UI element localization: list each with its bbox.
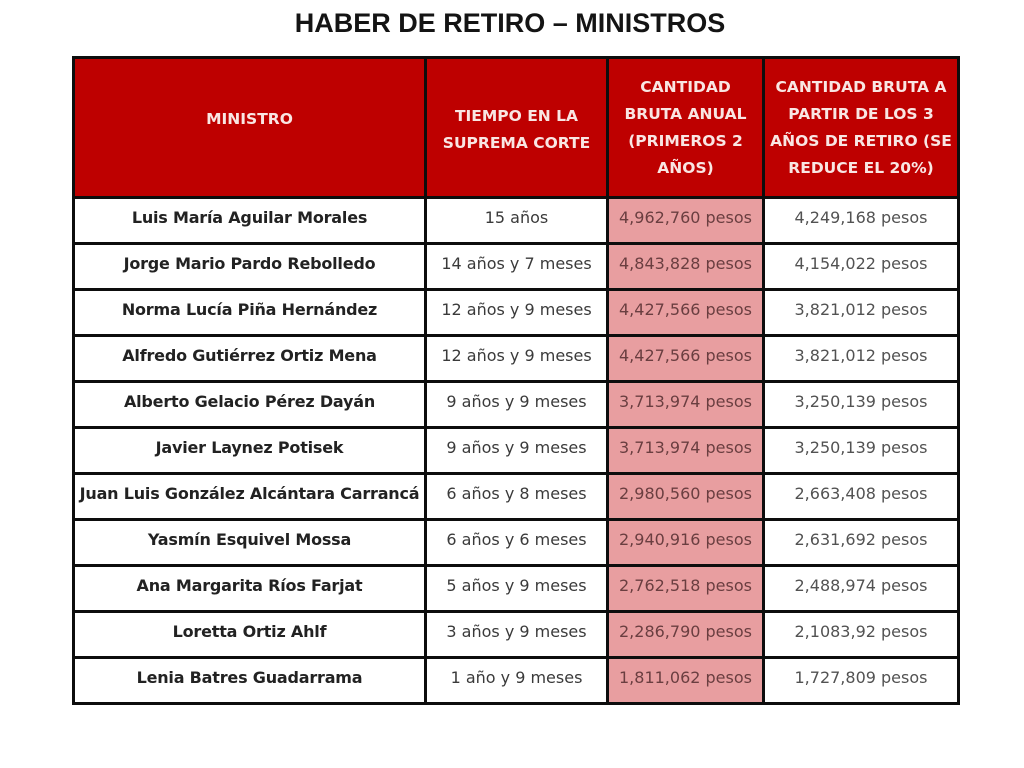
- ministro-name: Loretta Ortiz Ahlf: [74, 612, 426, 658]
- tiempo-value: 9 años y 9 meses: [426, 428, 608, 474]
- ministro-name: Javier Laynez Potisek: [74, 428, 426, 474]
- column-header-ministro: MINISTRO: [74, 58, 426, 198]
- ministro-name: Lenia Batres Guadarrama: [74, 658, 426, 704]
- cantidad-anual-value: 2,762,518 pesos: [608, 566, 764, 612]
- cantidad-reducida-value: 3,250,139 pesos: [764, 428, 959, 474]
- table-row: [74, 198, 959, 244]
- cantidad-reducida-value: 2,1083,92 pesos: [764, 612, 959, 658]
- cantidad-reducida-value: 4,249,168 pesos: [764, 198, 959, 244]
- table-row: [74, 290, 959, 336]
- table-row: [74, 658, 959, 704]
- cantidad-reducida-value: 3,821,012 pesos: [764, 290, 959, 336]
- tiempo-value: 5 años y 9 meses: [426, 566, 608, 612]
- cantidad-anual-value: 2,940,916 pesos: [608, 520, 764, 566]
- ministro-name: Alfredo Gutiérrez Ortiz Mena: [74, 336, 426, 382]
- table-header-row: [74, 58, 959, 198]
- ministro-name: Yasmín Esquivel Mossa: [74, 520, 426, 566]
- tiempo-value: 12 años y 9 meses: [426, 290, 608, 336]
- tiempo-value: 6 años y 8 meses: [426, 474, 608, 520]
- ministro-name: Luis María Aguilar Morales: [74, 198, 426, 244]
- column-header-tiempo: TIEMPO EN LA SUPREMA CORTE: [426, 58, 608, 198]
- table-row: [74, 566, 959, 612]
- cantidad-anual-value: 3,713,974 pesos: [608, 428, 764, 474]
- cantidad-anual-value: 4,843,828 pesos: [608, 244, 764, 290]
- ministro-name: Juan Luis González Alcántara Carrancá: [74, 474, 426, 520]
- ministro-name: Alberto Gelacio Pérez Dayán: [74, 382, 426, 428]
- cantidad-anual-value: 4,427,566 pesos: [608, 336, 764, 382]
- page-title: HABER DE RETIRO – MINISTROS: [294, 8, 726, 38]
- tiempo-value: 6 años y 6 meses: [426, 520, 608, 566]
- tiempo-value: 15 años: [426, 198, 608, 244]
- retirement-table: [72, 56, 960, 705]
- cantidad-anual-value: 4,962,760 pesos: [608, 198, 764, 244]
- cantidad-anual-value: 4,427,566 pesos: [608, 290, 764, 336]
- cantidad-reducida-value: 3,250,139 pesos: [764, 382, 959, 428]
- tiempo-value: 14 años y 7 meses: [426, 244, 608, 290]
- cantidad-reducida-value: 1,727,809 pesos: [764, 658, 959, 704]
- ministro-name: Ana Margarita Ríos Farjat: [74, 566, 426, 612]
- cantidad-anual-value: 3,713,974 pesos: [608, 382, 764, 428]
- tiempo-value: 3 años y 9 meses: [426, 612, 608, 658]
- cantidad-reducida-value: 3,821,012 pesos: [764, 336, 959, 382]
- cantidad-reducida-value: 4,154,022 pesos: [764, 244, 959, 290]
- cantidad-reducida-value: 2,488,974 pesos: [764, 566, 959, 612]
- cantidad-anual-value: 2,980,560 pesos: [608, 474, 764, 520]
- table-row: [74, 428, 959, 474]
- tiempo-value: 12 años y 9 meses: [426, 336, 608, 382]
- table-row: [74, 244, 959, 290]
- column-header-cantidad-anual: CANTIDAD BRUTA ANUAL (PRIMEROS 2 AÑOS): [608, 58, 764, 198]
- cantidad-reducida-value: 2,663,408 pesos: [764, 474, 959, 520]
- cantidad-anual-value: 1,811,062 pesos: [608, 658, 764, 704]
- tiempo-value: 9 años y 9 meses: [426, 382, 608, 428]
- table-body: [74, 198, 959, 704]
- table-row: [74, 474, 959, 520]
- cantidad-reducida-value: 2,631,692 pesos: [764, 520, 959, 566]
- table-row: [74, 520, 959, 566]
- column-header-cantidad-reducida: CANTIDAD BRUTA A PARTIR DE LOS 3 AÑOS DE RETIRO (SE REDUCE EL 20%): [764, 58, 959, 198]
- cantidad-anual-value: 2,286,790 pesos: [608, 612, 764, 658]
- table-row: [74, 612, 959, 658]
- tiempo-value: 1 año y 9 meses: [426, 658, 608, 704]
- table-row: [74, 336, 959, 382]
- ministro-name: Norma Lucía Piña Hernández: [74, 290, 426, 336]
- ministro-name: Jorge Mario Pardo Rebolledo: [74, 244, 426, 290]
- table-row: [74, 382, 959, 428]
